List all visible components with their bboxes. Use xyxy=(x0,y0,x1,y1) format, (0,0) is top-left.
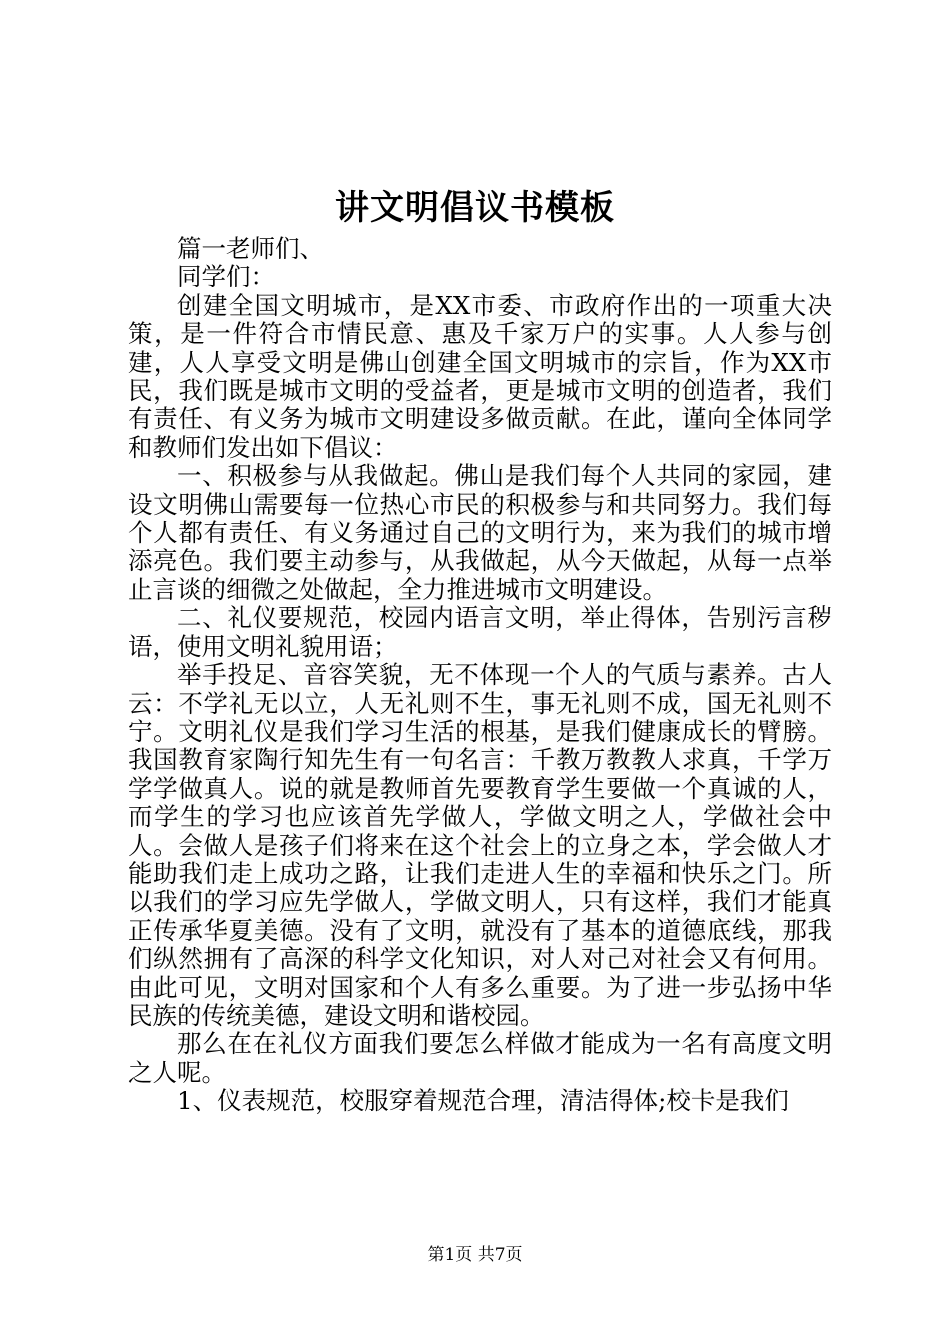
body-paragraph: 举手投足、音容笑貌，无不体现一个人的气质与素养。古人云：不学礼无以立，人无礼则不生，事无礼则不成，国无礼则不宁。文明礼仪是我们学习生活的根基，是我们健康成长的臂膀。我国教育家陶行知先生有一句名言：千教万教教人求真，千学万学学做真人。说的就是教师首先要教育学生要做一个真诚的人，而学生的学习也应该首先学做人，学做文明之人，学做社会中人。会做人是孩子们将来在这个社会上的立身之本，学会做人才能助我们走上成功之路，让我们走进人生的幸福和快乐之门。所以我们的学习应先学做人，学做文明人，只有这样，我们才能真正传承华夏美德。没有了文明，就没有了基本的道德底线，那我们纵然拥有了高深的科学文化知识，对人对己对社会又有何用。由此可见，文明对国家和个人有多么重要。为了进一步弘扬中华民族的传统美德，建设文明和谐校园。 xyxy=(128,660,832,1030)
body-paragraph: 二、礼仪要规范，校园内语言文明，举止得体，告别污言秽语，使用文明礼貌用语； xyxy=(128,603,832,661)
salutation-line-1: 篇一老师们、 xyxy=(177,234,324,263)
body-paragraph: 1、仪表规范，校服穿着规范合理，清洁得体;校卡是我们 xyxy=(177,1086,789,1116)
document-title: 讲文明倡议书模板 xyxy=(335,188,615,228)
body-paragraph: 创建全国文明城市，是XX市委、市政府作出的一项重大决策，是一件符合市情民意、惠及千家万户的实事。人人参与创建，人人享受文明是佛山创建全国文明城市的宗旨，作为XX市民，我们既是城市文明的受益者，更是城市文明的创造者，我们有责任、有义务为城市文明建设多做贡献。在此，谨向全体同学和教师们发出如下倡议： xyxy=(128,290,832,462)
salutation-line-2: 同学们： xyxy=(177,262,275,292)
document-body xyxy=(128,235,832,1116)
body-paragraph: 那么在在礼仪方面我们要怎么样做才能成为一名有高度文明之人呢。 xyxy=(128,1029,832,1087)
page-number-footer: 第1页 共7页 xyxy=(427,1245,523,1265)
body-paragraph: 一、积极参与从我做起。佛山是我们每个人共同的家园，建设文明佛山需要每一位热心市民的积极参与和共同努力。我们每个人都有责任、有义务通过自己的文明行为，来为我们的城市增添亮色。我们要主动参与，从我做起，从今天做起，从每一点举止言谈的细微之处做起，全力推进城市文明建设。 xyxy=(128,461,832,604)
